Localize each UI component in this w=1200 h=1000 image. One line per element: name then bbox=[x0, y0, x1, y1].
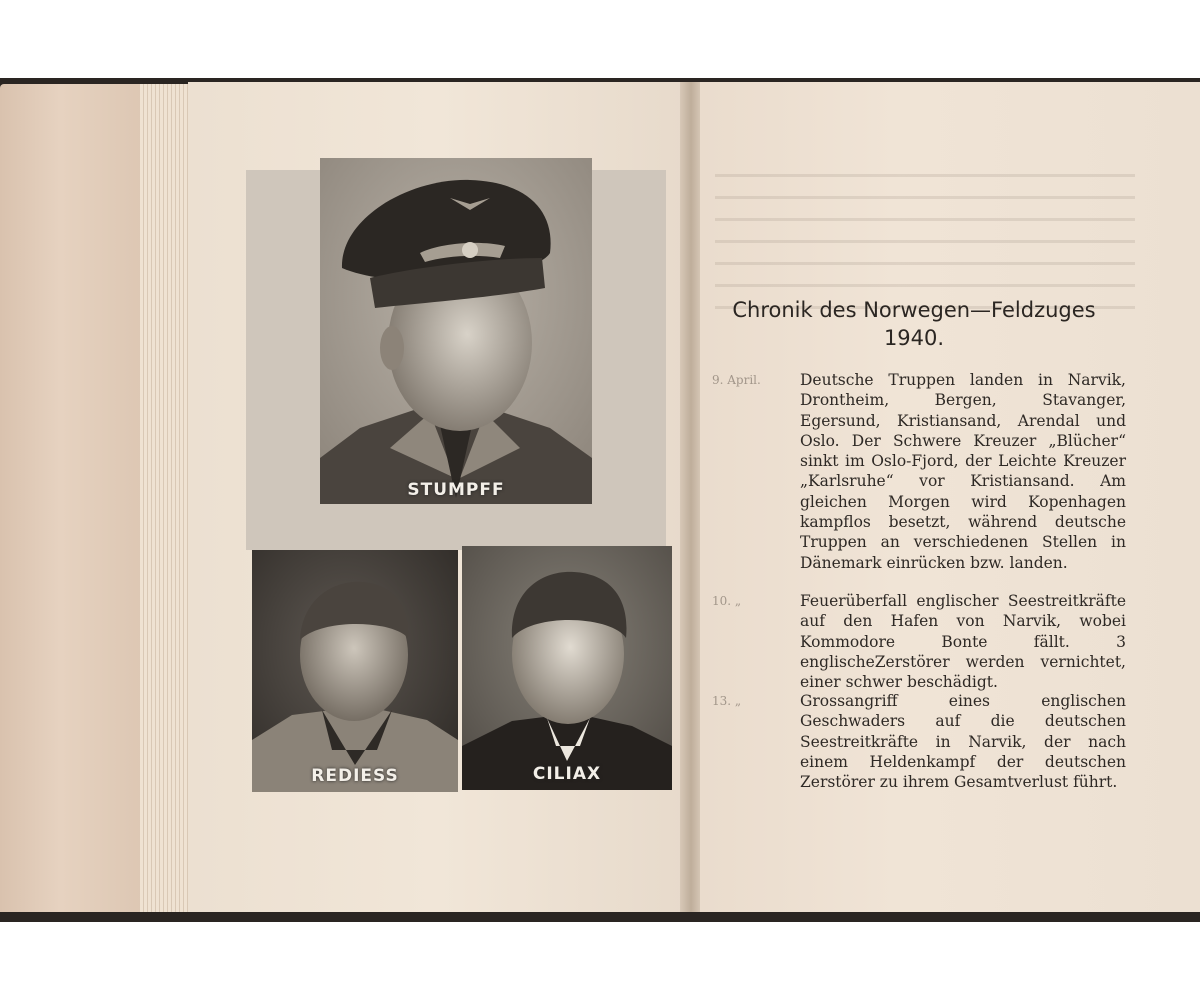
book-edge-bottom bbox=[0, 912, 1200, 922]
chronicle-entry bbox=[712, 591, 1126, 692]
portrait-rediess bbox=[252, 550, 458, 792]
scan-margin-bottom bbox=[0, 922, 1200, 1000]
caption-ciliax: CILIAX bbox=[532, 764, 602, 784]
portrait-stumpff-image bbox=[320, 158, 592, 504]
chronicle-entry bbox=[712, 370, 1126, 573]
chronicle-title-line1: Chronik des Norwegen—Feldzuges bbox=[732, 298, 1096, 322]
portrait-stumpff bbox=[320, 158, 592, 504]
book-gutter bbox=[680, 82, 702, 920]
chronicle-title bbox=[704, 296, 1124, 352]
entry-text: Feuerüberfall englischer Seestreitkräfte auf den Hafen von Narvik, wobei Kommodore Bonte fällt. 3 englischeZerstörer werden vernichtet, einer schwer beschädigt. bbox=[800, 592, 1126, 692]
entry-text: Grossangriff eines englischen Geschwaders auf die deutschen Seestreitkräfte in Narvik, der nach einem Heldenkampf der deutschen Zerstörer zu ihrem Gesamtverlust führt. bbox=[800, 692, 1126, 792]
entry-text: Deutsche Truppen landen in Narvik, Drontheim, Bergen, Stavanger, Egersund, Kristiansand, Arendal und Oslo. Der Schwere Kreuzer „Blücher“ sinkt im Oslo-Fjord, der Leichte Kreuzer „Karlsruhe“ vor Kristiansand. Am gleichen Morgen wird Kopenhagen kampflos besetzt, während deutsche Truppen an verschiedenen Stellen in Dänemark einrücken bzw. landen. bbox=[800, 371, 1126, 572]
portrait-rediess-image bbox=[252, 550, 458, 792]
portrait-ciliax bbox=[462, 546, 672, 790]
caption-rediess: REDIESS bbox=[311, 766, 399, 786]
chronicle-title-year: 1940. bbox=[883, 326, 945, 350]
caption-stumpff: STUMPFF bbox=[407, 480, 505, 500]
show-through-text bbox=[715, 160, 1135, 310]
book-cover bbox=[0, 84, 150, 918]
chronicle-entry bbox=[712, 691, 1126, 792]
entry-date: 9. April. bbox=[712, 373, 761, 387]
portrait-ciliax-image bbox=[462, 546, 672, 790]
entry-date: 13. „ bbox=[712, 694, 742, 708]
scan-margin-top bbox=[0, 0, 1200, 78]
entry-date: 10. „ bbox=[712, 594, 742, 608]
page-stack bbox=[140, 84, 192, 918]
